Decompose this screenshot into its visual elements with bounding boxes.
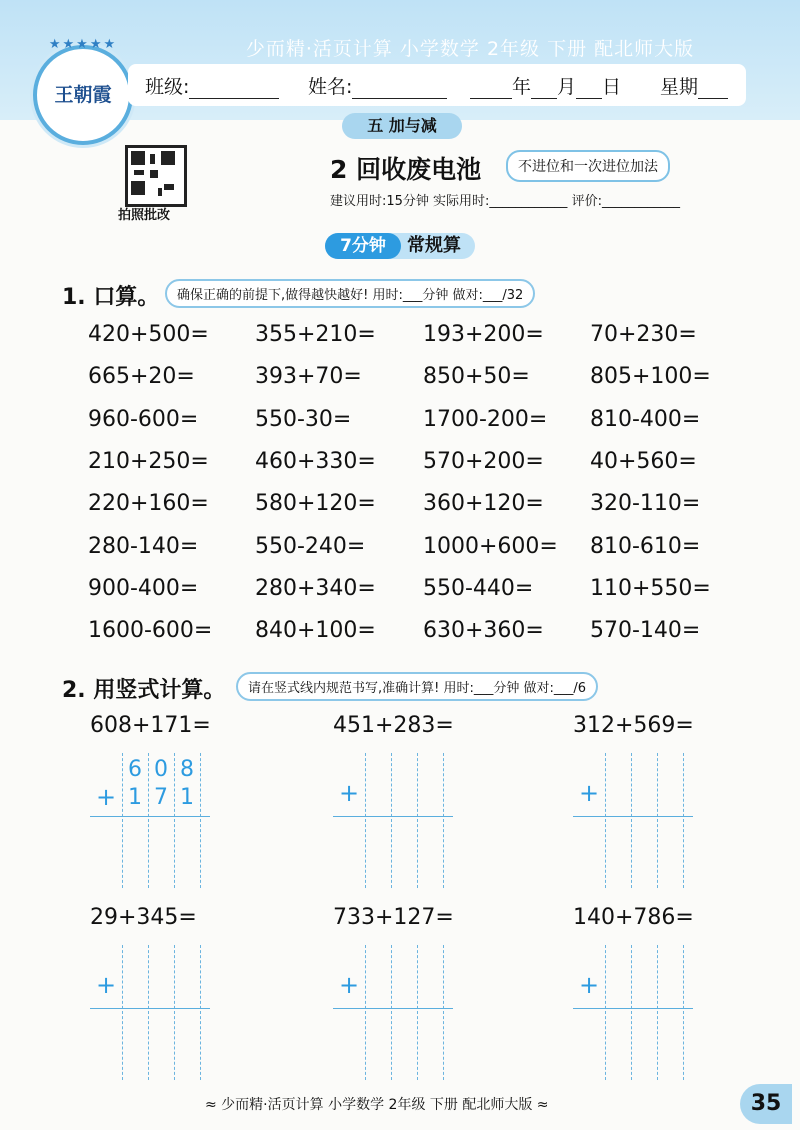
vertical-calc-problem: 608+171= xyxy=(90,713,211,738)
vertical-calc-box[interactable] xyxy=(573,753,693,888)
oral-calc-item[interactable]: 850+50= xyxy=(423,364,530,390)
oral-calc-item[interactable]: 810-610= xyxy=(590,533,701,559)
oral-calc-item[interactable]: 805+100= xyxy=(590,364,711,390)
oral-calc-item[interactable]: 570-140= xyxy=(590,618,701,644)
oral-calc-item[interactable]: 550-440= xyxy=(423,575,534,601)
date-field[interactable] xyxy=(470,72,621,99)
oral-calc-item[interactable]: 360+120= xyxy=(423,491,544,517)
plus-sign: + xyxy=(96,971,117,999)
vertical-calc-problem: 733+127= xyxy=(333,905,454,930)
oral-calc-item[interactable]: 900-400= xyxy=(88,575,199,601)
vertical-calc-box[interactable] xyxy=(90,753,210,888)
oral-calc-item[interactable]: 580+120= xyxy=(255,491,376,517)
oral-calc-item[interactable]: 810-400= xyxy=(590,406,701,432)
section-header xyxy=(325,233,475,259)
q1-title: 1. 口算。 xyxy=(62,285,160,310)
weekday-field[interactable] xyxy=(660,72,728,99)
lesson-title: 2 回收废电池 xyxy=(330,155,482,184)
oral-calc-item[interactable]: 110+550= xyxy=(590,575,711,601)
oral-calc-item[interactable]: 70+230= xyxy=(590,322,697,347)
oral-calc-item[interactable]: 960-600= xyxy=(88,406,199,432)
oral-calc-item[interactable]: 420+500= xyxy=(88,322,209,347)
oral-calc-item[interactable]: 320-110= xyxy=(590,491,701,517)
plus-sign: + xyxy=(579,971,600,999)
oral-calc-item[interactable]: 665+20= xyxy=(88,364,195,390)
logo-stars: ★★★★★ xyxy=(48,37,118,52)
plus-sign: + xyxy=(579,779,600,807)
vertical-calc-problem: 140+786= xyxy=(573,905,694,930)
footer-text: ≈ 少而精·活页计算 小学数学 2年级 下册 配北师大版 ≈ xyxy=(205,1097,549,1113)
oral-calc-item[interactable]: 570+200= xyxy=(423,448,544,474)
day-label: 日 xyxy=(602,76,622,98)
month-label: 月 xyxy=(557,76,577,98)
oral-calc-item[interactable]: 193+200= xyxy=(423,322,544,347)
example-digit-bottom: 7 xyxy=(154,785,168,810)
vertical-calc-box[interactable] xyxy=(333,753,453,888)
oral-calc-item[interactable]: 220+160= xyxy=(88,491,209,517)
page-number: 35 xyxy=(740,1084,792,1124)
weekday-label: 星期 xyxy=(660,76,699,98)
oral-calc-item[interactable]: 210+250= xyxy=(88,448,209,474)
q2-tip: 请在竖式线内规范书写,准确计算! 用时:___分钟 做对:___/6 xyxy=(236,672,598,701)
suggested-time: 建议用时:15分钟 实际用时:____________ 评价:____________ xyxy=(330,194,680,209)
q1-tip: 确保正确的前提下,做得越快越好! 用时:___分钟 做对:___/32 xyxy=(165,279,535,308)
vertical-calc-problem: 29+345= xyxy=(90,905,197,930)
vertical-calc-box[interactable] xyxy=(573,945,693,1080)
oral-calc-item[interactable]: 1600-600= xyxy=(88,618,213,644)
q2-title: 2. 用竖式计算。 xyxy=(62,678,226,703)
plus-sign: + xyxy=(96,783,117,811)
oral-calc-item[interactable]: 840+100= xyxy=(255,618,376,644)
example-digit-bottom: 1 xyxy=(128,785,142,810)
oral-calc-item[interactable]: 630+360= xyxy=(423,618,544,644)
publisher-logo xyxy=(33,37,133,145)
oral-calc-item[interactable]: 1700-200= xyxy=(423,406,548,432)
oral-calc-item[interactable]: 355+210= xyxy=(255,322,376,347)
section-name: 常规算 xyxy=(407,235,461,256)
vertical-calc-box[interactable] xyxy=(333,945,453,1080)
example-digit-bottom: 1 xyxy=(180,785,194,810)
class-field[interactable] xyxy=(145,72,279,99)
year-label: 年 xyxy=(512,76,532,98)
oral-calc-item[interactable]: 550-30= xyxy=(255,406,352,432)
example-digit-top: 0 xyxy=(154,757,168,782)
class-label: 班级: xyxy=(145,76,190,98)
series-title: 少而精·活页计算 小学数学 2年级 下册 配北师大版 xyxy=(245,38,695,60)
example-digit-top: 8 xyxy=(180,757,194,782)
vertical-calc-problem: 451+283= xyxy=(333,713,454,738)
qr-code[interactable] xyxy=(125,145,187,207)
example-digit-top: 6 xyxy=(128,757,142,782)
name-label: 姓名: xyxy=(308,76,353,98)
plus-sign: + xyxy=(339,779,360,807)
lesson-tag: 不进位和一次进位加法 xyxy=(506,150,670,182)
vertical-calc-box[interactable] xyxy=(90,945,210,1080)
vertical-calc-problem: 312+569= xyxy=(573,713,694,738)
name-field[interactable] xyxy=(308,72,447,99)
plus-sign: + xyxy=(339,971,360,999)
oral-calc-item[interactable]: 40+560= xyxy=(590,448,697,474)
qr-label: 拍照批改 xyxy=(118,208,171,223)
oral-calc-item[interactable]: 550-240= xyxy=(255,533,366,559)
logo-text: 王朝霞 xyxy=(54,84,112,106)
section-time: 7分钟 xyxy=(325,233,401,259)
oral-calc-item[interactable]: 280+340= xyxy=(255,575,376,601)
oral-calc-item[interactable]: 280-140= xyxy=(88,533,199,559)
oral-calc-item[interactable]: 1000+600= xyxy=(423,533,558,559)
oral-calc-item[interactable]: 393+70= xyxy=(255,364,362,390)
unit-label: 五 加与减 xyxy=(342,113,462,139)
oral-calc-item[interactable]: 460+330= xyxy=(255,448,376,474)
